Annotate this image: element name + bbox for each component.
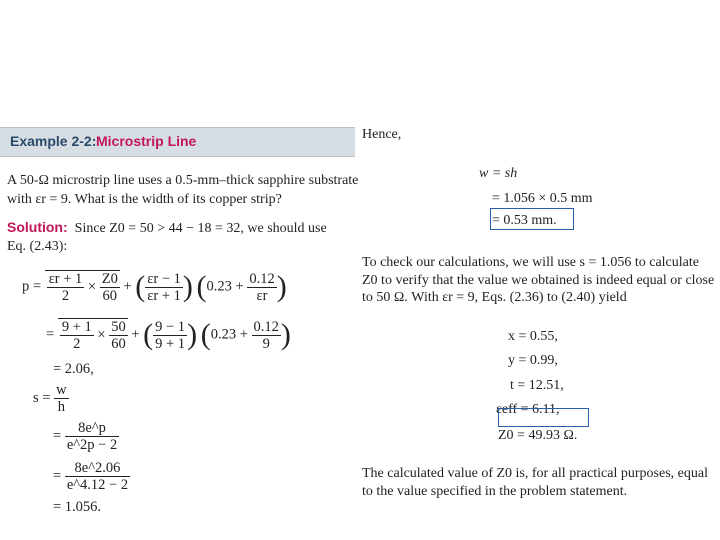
eff-highlight-box	[498, 408, 589, 427]
z0-value: Z0 = 49.93 Ω.	[498, 428, 578, 443]
eff-value: εeff = 6.11,	[496, 402, 560, 417]
solution-text-1: Since Z0 = 50 > 44 − 18 = 32, we should use	[74, 221, 327, 236]
x-value: x = 0.55,	[508, 329, 558, 344]
check-line-2: Z0 to verify that the value we obtained is indeed equal or close	[362, 273, 715, 288]
width-equation: w = sh	[479, 166, 518, 181]
t-value: t = 12.51,	[510, 378, 564, 393]
conclusion-line-1: The calculated value of Z0 is, for all practical purposes, equal	[362, 466, 708, 481]
s-equation-1: s = $\frac{w}{h}$	[33, 382, 67, 415]
p-value: = 2.06,	[53, 361, 94, 377]
problem-line-1: A 50-Ω microstrip line uses a 0.5-mm–thick sapphire substrate	[7, 173, 359, 188]
hence-text: Hence,	[362, 127, 402, 142]
conclusion-line-2: to the value specified in the problem statement.	[362, 484, 628, 499]
s-equation-3: = $\frac{8e\^{}2.06}{e\^{}4.12 - 2}$	[53, 460, 129, 493]
sqrt-1: $\frac{\varepsilon r + 1}{2}$ × $\frac{Z0}{60}$	[45, 270, 120, 304]
solution-line-2: Eq. (2.43):	[7, 239, 68, 254]
width-result-highlight-box	[490, 208, 574, 230]
check-line-1: To check our calculations, we will use s = 1.056 to calculate	[362, 255, 699, 270]
y-value: y = 0.99,	[508, 353, 558, 368]
s-equation-2: = $\frac{8e\^{}p}{e\^{}2p - 2}$	[53, 420, 118, 453]
width-result: = 0.53 mm.	[492, 213, 557, 228]
p-equation-row-1: p = $\frac{\varepsilon r + 1}{2}$ × $\frac{Z0}{60}$ + ( $\frac{\varepsilon r - 1}{\varepsilon r + 1}$ ) (0.23 + $\frac{0.12}{\varepsilon r}$ )	[22, 270, 287, 304]
solution-label: Solution:	[7, 219, 68, 235]
solution-line-1	[7, 218, 327, 238]
sqrt-2: $\frac{9 + 1}{2}$ × $\frac{50}{60}$	[58, 318, 128, 352]
example-title: Microstrip Line	[96, 133, 197, 149]
s-value: = 1.056.	[53, 499, 102, 515]
problem-line-2: with εr = 9. What is the width of its copper strip?	[7, 192, 282, 207]
example-label: Example 2-2:	[10, 133, 97, 149]
check-line-3: to 50 Ω. With εr = 9, Eqs. (2.36) to (2.40) yield	[362, 290, 627, 305]
p-equation-row-2: = $\frac{9 + 1}{2}$ × $\frac{50}{60}$ + ( $\frac{9 - 1}{9 + 1}$ ) (0.23 + $\frac{0.12}{9}$ )	[46, 318, 291, 352]
width-calc: = 1.056 × 0.5 mm	[492, 191, 593, 206]
p-lhs: p =	[22, 278, 42, 295]
